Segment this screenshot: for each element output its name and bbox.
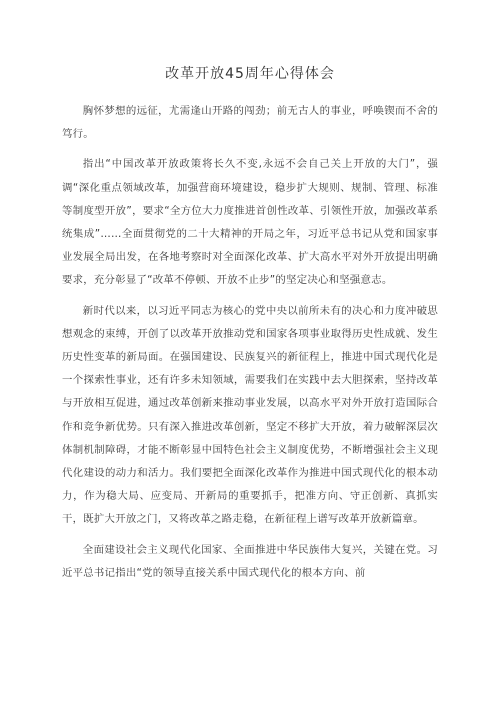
paragraph-3: 新时代以来，以习近平同志为核心的党中央以前所未有的决心和力度冲破思想观念的束缚，开创了以改革开放推动党和国家各项事业取得历史性成就、发生历史性变革的新局面。在强国建设、民族复兴的新征程上，推进中国式现代化是一个探索性事业，还有许多未知领域，需要我们在实践中去大胆探索，坚持改革与开放相互促进，通过改革创新来推动事业发展，以高水平对外开放打造国际合作和竞争新优势。只有深入推进改革创新，坚定不移扩大开放，着力破解深层次体制机制障碍，才能不断彰显中国特色社会主义制度优势，不断增强社会主义现代化建设的动力和活力。我们要把全面深化改革作为推进中国式现代化的根本动力，作为稳大局、应变局、开新局的重要抓手，把准方向、守正创新、真抓实干，既扩大开放之门，又将改革之路走稳，在新征程上谱写改革开放新篇章。	[62, 304, 438, 526]
paragraph-2: 指出“中国改革开放政策将长久不变,永远不会自己关上开放的大门”，强调“深化重点领域改革，加强营商环境建设，稳步扩大规则、规制、管理、标准等制度型开放”，要求“全方位大力度推进首创性改革、引领性开放，加强改革系统集成”……全面贯彻党的二十大精神的开局之年，习近平总书记从党和国家事业发展全局出发，在各地考察时对全面深化改革、扩大高水平对外开放提出明确要求，充分彰显了“改革不停顿、开放不止步”的坚定决心和坚强意志。	[62, 158, 438, 287]
document-body	[62, 100, 438, 585]
paragraph-1: 胸怀梦想的远征，尤需逢山开路的闯劲；前无古人的事业，呼唤锲而不舍的笃行。	[62, 105, 438, 141]
document-title: 改革开放45周年心得体会	[165, 66, 335, 82]
paragraph-4: 全面建设社会主义现代化国家、全面推进中华民族伟大复兴，关键在党。习近平总书记指出“党的领导直接关系中国式现代化的根本方向、前	[62, 543, 438, 579]
